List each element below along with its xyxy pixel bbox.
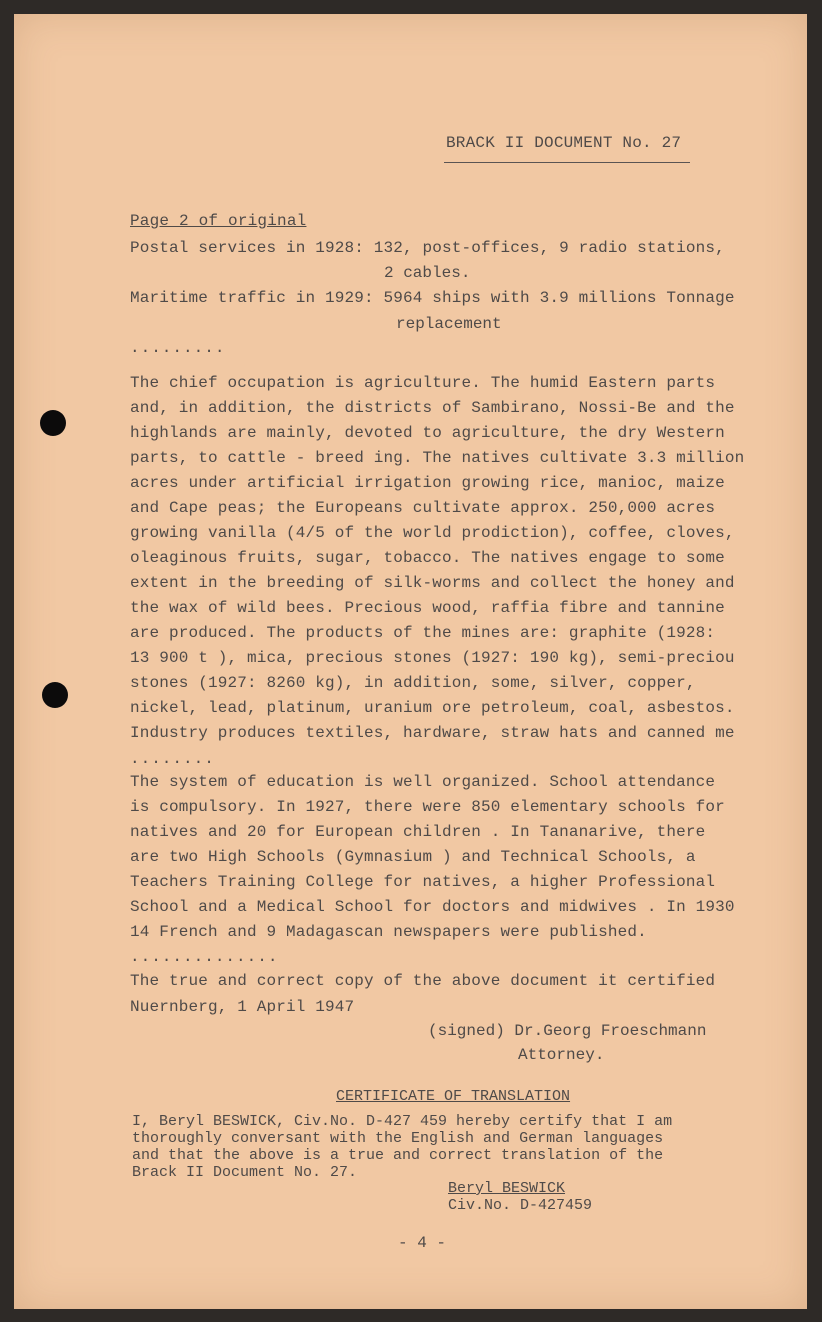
document-title: BRACK II DOCUMENT No. 27 (446, 134, 682, 152)
stats-line: 2 cables. (384, 264, 471, 282)
title-underline (444, 162, 690, 163)
paragraph-line: are two High Schools (Gymnasium ) and Technical Schools, a (130, 848, 696, 866)
punch-hole (40, 410, 66, 436)
certificate-line: thoroughly conversant with the English and German languages (132, 1130, 664, 1147)
paragraph-line: 13 900 t ), mica, precious stones (1927: 190 kg), semi-preciou (130, 649, 735, 667)
signature-line: (signed) Dr.Georg Froeschmann (428, 1022, 707, 1040)
paragraph-line: is compulsory. In 1927, there were 850 elementary schools for (130, 798, 725, 816)
document-page (14, 14, 807, 1309)
translator-civ-number: Civ.No. D-427459 (448, 1197, 593, 1214)
page-reference: Page 2 of original (130, 212, 307, 230)
signature-role: Attorney. (518, 1046, 605, 1064)
certificate-line: and that the above is a true and correct translation of the (132, 1147, 664, 1164)
paragraph-line: oleaginous fruits, sugar, tobacco. The natives engage to some (130, 549, 725, 567)
paragraph-line: natives and 20 for European children . In Tananarive, there (130, 823, 706, 841)
separator-dots: ......... (130, 339, 226, 357)
certificate-line: I, Beryl BESWICK, Civ.No. D-427 459 hereby certify that I am (132, 1113, 673, 1130)
stats-line: Maritime traffic in 1929: 5964 ships with 3.9 millions Tonnage (130, 289, 735, 307)
certification-line: The true and correct copy of the above document it certified (130, 972, 716, 990)
paragraph-line: are produced. The products of the mines are: graphite (1928: (130, 624, 716, 642)
translator-name: Beryl BESWICK (448, 1180, 566, 1197)
separator-dots: ........ (130, 750, 215, 768)
paragraph-line: growing vanilla (4/5 of the world prodiction), coffee, cloves, (130, 524, 735, 542)
paragraph-line: the wax of wild bees. Precious wood, raffia fibre and tannine (130, 599, 725, 617)
paragraph-line: stones (1927: 8260 kg), in addition, some, silver, copper, (130, 674, 696, 692)
paragraph-line: highlands are mainly, devoted to agriculture, the dry Western (130, 424, 725, 442)
stats-line: Postal services in 1928: 132, post-offices, 9 radio stations, (130, 239, 725, 257)
paragraph-line: and Cape peas; the Europeans cultivate approx. 250,000 acres (130, 499, 716, 517)
paragraph-line: Teachers Training College for natives, a higher Professional (130, 873, 716, 891)
paragraph-line: and, in addition, the districts of Sambirano, Nossi-Be and the (130, 399, 735, 417)
paragraph-line: nickel, lead, platinum, uranium ore petroleum, coal, asbestos. (130, 699, 735, 717)
certification-date: Nuernberg, 1 April 1947 (130, 998, 355, 1016)
stats-line: replacement (396, 315, 502, 333)
paragraph-line: Industry produces textiles, hardware, straw hats and canned me (130, 724, 735, 742)
page-number: - 4 - (398, 1234, 447, 1252)
paragraph-line: acres under artificial irrigation growing rice, manioc, maize (130, 474, 725, 492)
paragraph-line: School and a Medical School for doctors and midwives . In 1930 (130, 898, 735, 916)
paragraph-line: The system of education is well organized. School attendance (130, 773, 716, 791)
certificate-title: CERTIFICATE OF TRANSLATION (336, 1088, 571, 1105)
paragraph-line: The chief occupation is agriculture. The humid Eastern parts (130, 374, 716, 392)
paragraph-line: parts, to cattle - breed ing. The natives cultivate 3.3 million (130, 449, 745, 467)
paragraph-line: 14 French and 9 Madagascan newspapers were published. (130, 923, 647, 941)
punch-hole (42, 682, 68, 708)
separator-dots: .............. (130, 948, 279, 966)
paragraph-line: extent in the breeding of silk-worms and collect the honey and (130, 574, 735, 592)
certificate-line: Brack II Document No. 27. (132, 1164, 358, 1181)
